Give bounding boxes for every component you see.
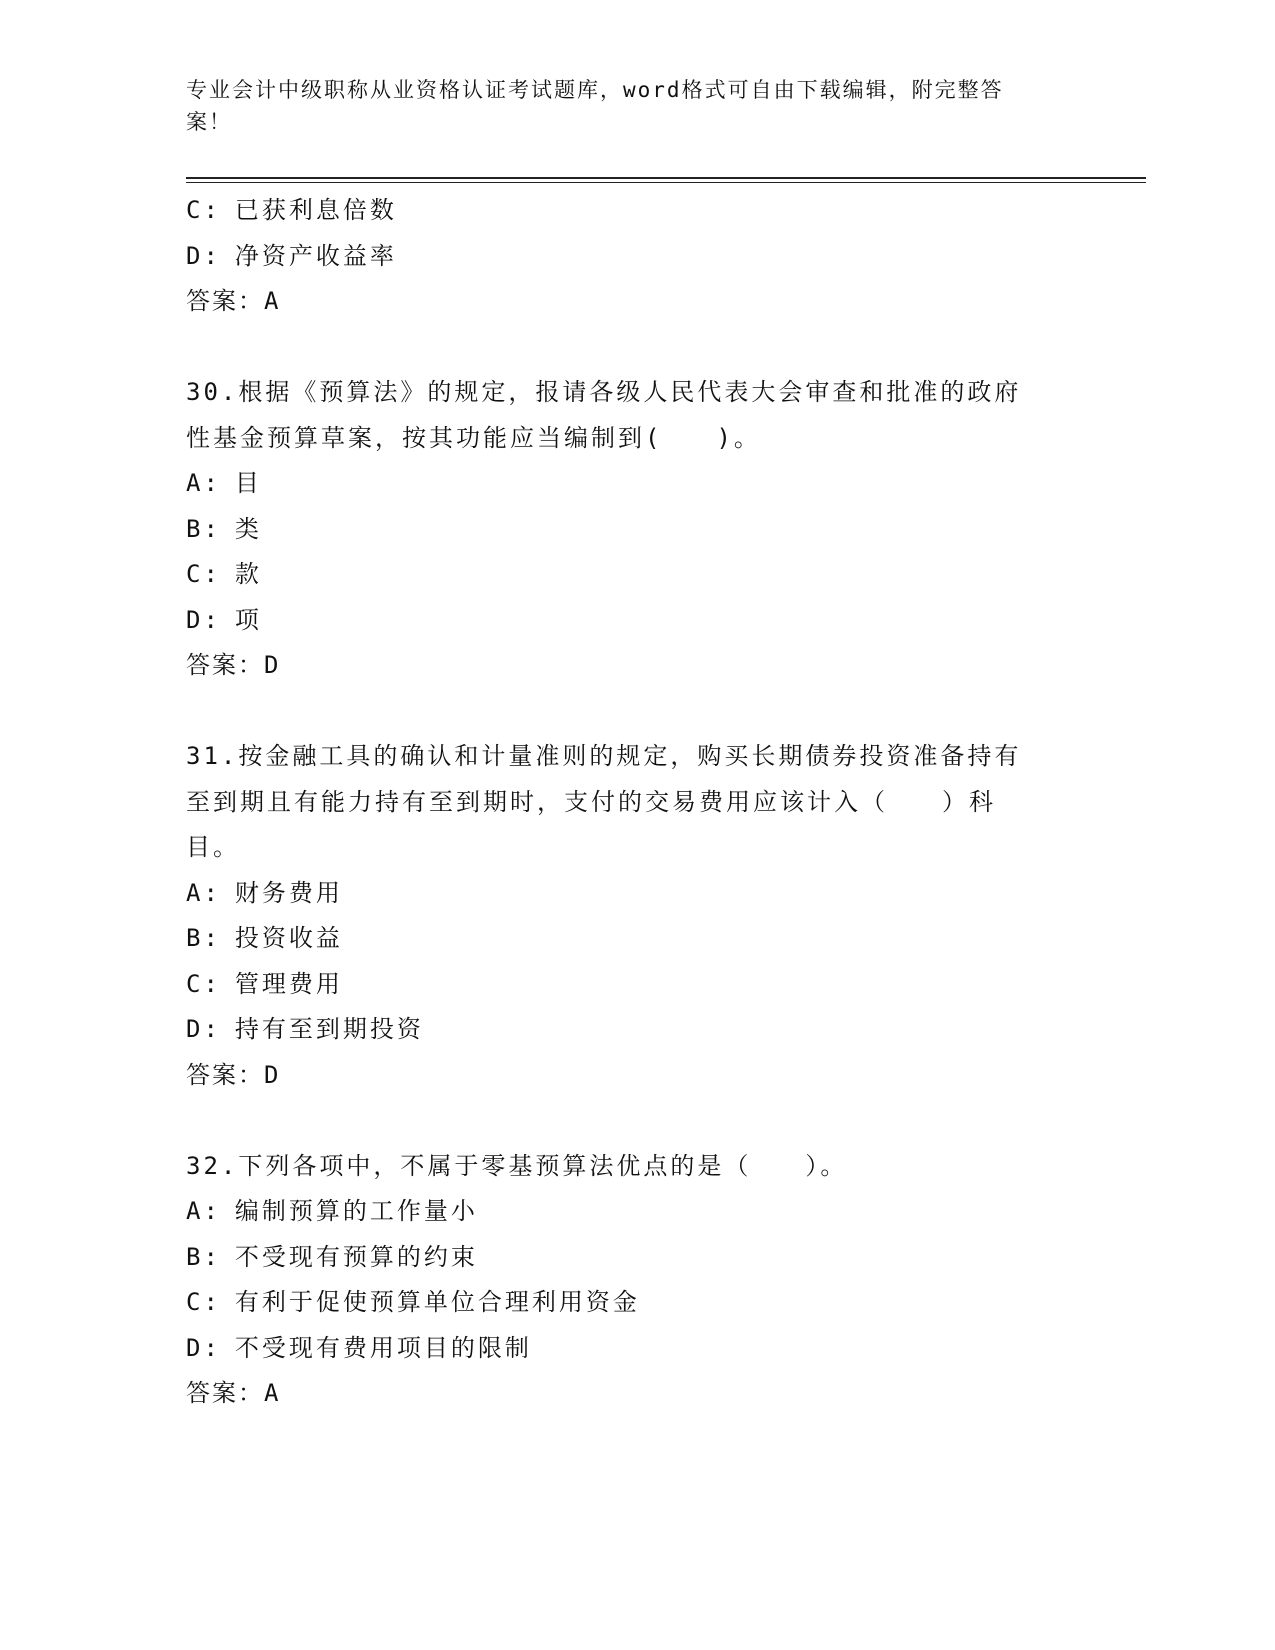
- option-text: 投资收益: [234, 924, 343, 952]
- option-d: [186, 1326, 1086, 1372]
- question-stem: [186, 370, 1066, 461]
- header-line-2: 案！: [186, 110, 232, 134]
- option-key: D:: [186, 1333, 221, 1362]
- option-key: C:: [186, 560, 221, 588]
- option-key: A:: [186, 469, 221, 497]
- previous-question-continuation: [186, 188, 1086, 325]
- option-d: [186, 598, 1086, 644]
- option-b: [186, 507, 1086, 553]
- option-key: A:: [186, 1197, 221, 1225]
- option-text: 管理费用: [234, 969, 343, 998]
- option-text: 编制预算的工作量小: [234, 1197, 478, 1225]
- question-stem: [186, 734, 1066, 871]
- stem-line: 目。: [186, 833, 240, 861]
- option-key: D:: [186, 241, 221, 270]
- option-text: 不受现有费用项目的限制: [234, 1333, 532, 1362]
- stem-line: 32.下列各项中，不属于零基预算法优点的是（ ）。: [186, 1151, 848, 1180]
- header-line-1: 专业会计中级职称从业资格认证考试题库，word格式可自由下载编辑，附完整答: [186, 78, 1004, 102]
- spacer: [186, 1098, 1086, 1144]
- option-a: [186, 461, 1086, 507]
- option-text: 净资产收益率: [234, 241, 397, 270]
- option-text: 目: [234, 469, 262, 497]
- option-text: 财务费用: [234, 878, 343, 907]
- option-c: [186, 552, 1086, 598]
- option-key: B:: [186, 1242, 221, 1271]
- stem-line: 30.根据《预算法》的规定，报请各级人民代表大会审查和批准的政府: [186, 378, 1022, 406]
- page-header: [186, 74, 1066, 138]
- option-a: [186, 871, 1086, 917]
- option-text: 项: [234, 605, 262, 634]
- option-text: 有利于促使预算单位合理利用资金: [234, 1288, 640, 1316]
- answer-line: 答案：A: [186, 287, 281, 315]
- answer-line: 答案：A: [186, 1379, 281, 1407]
- header-divider-thick: [186, 177, 1146, 179]
- option-key: A:: [186, 878, 221, 907]
- option-text: 类: [234, 514, 262, 543]
- option-key: C:: [186, 969, 221, 998]
- question-32: [186, 1144, 1086, 1417]
- spacer: [186, 689, 1086, 735]
- option-d: [186, 1007, 1086, 1053]
- option-key: C:: [186, 1288, 221, 1316]
- stem-line: 至到期且有能力持有至到期时，支付的交易费用应该计入（ ）科: [186, 787, 996, 816]
- option-b: [186, 1235, 1086, 1281]
- question-31: [186, 734, 1086, 1098]
- option-c: [186, 188, 1086, 234]
- option-text: 持有至到期投资: [234, 1015, 424, 1043]
- option-a: [186, 1189, 1086, 1235]
- option-d: [186, 234, 1086, 280]
- question-30: [186, 370, 1086, 689]
- option-key: C:: [186, 196, 221, 224]
- option-text: 款: [234, 560, 262, 588]
- answer-line: 答案：D: [186, 1060, 281, 1089]
- question-stem: [186, 1144, 1066, 1190]
- stem-line: 31.按金融工具的确认和计量准则的规定，购买长期债券投资准备持有: [186, 742, 1022, 770]
- option-key: B:: [186, 924, 221, 952]
- option-b: [186, 916, 1086, 962]
- stem-line: 性基金预算草案，按其功能应当编制到( )。: [186, 423, 761, 452]
- question-list: [186, 188, 1086, 1417]
- option-key: B:: [186, 514, 221, 543]
- option-c: [186, 1280, 1086, 1326]
- spacer: [186, 325, 1086, 371]
- option-text: 不受现有预算的约束: [234, 1242, 478, 1271]
- option-text: 已获利息倍数: [234, 196, 397, 224]
- header-divider-thin: [186, 182, 1146, 183]
- answer-line: 答案：D: [186, 651, 281, 679]
- option-key: D:: [186, 1015, 221, 1043]
- option-c: [186, 962, 1086, 1008]
- option-key: D:: [186, 605, 221, 634]
